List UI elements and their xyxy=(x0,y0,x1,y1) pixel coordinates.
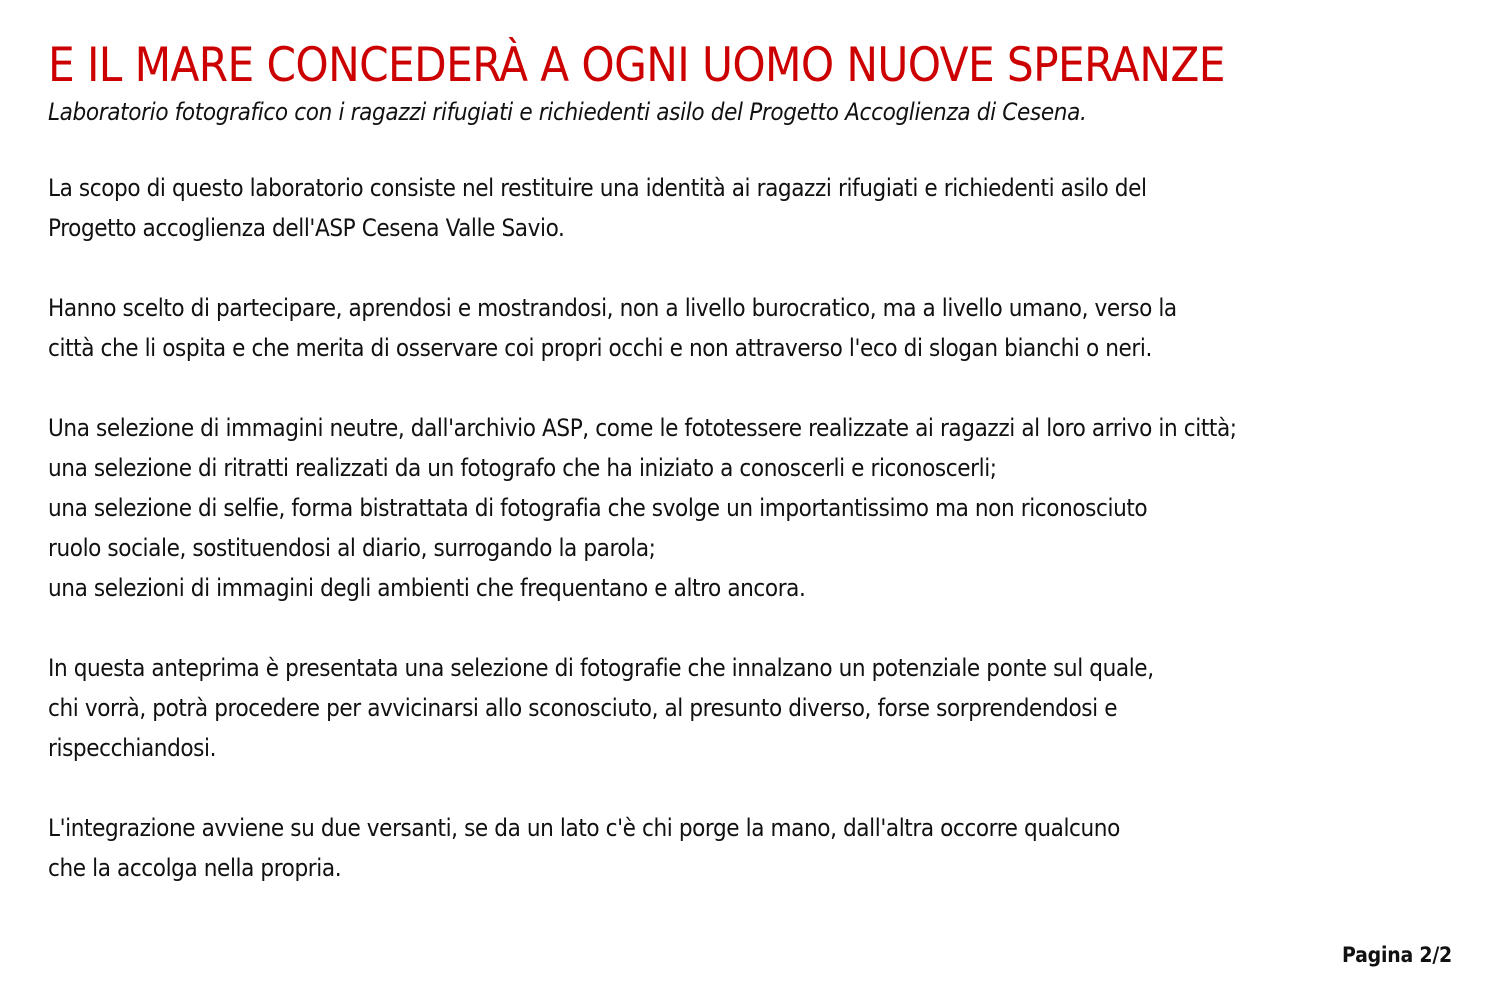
paragraph-line: ruolo sociale, sostituendosi al diario, surrogando la parola; xyxy=(48,534,656,562)
paragraph-integration xyxy=(48,808,1468,888)
paragraph-line: rispecchiandosi. xyxy=(48,734,217,762)
document-page xyxy=(48,36,1468,888)
paragraph-line: Hanno scelto di partecipare, aprendosi e mostrandosi, non a livello burocratico, ma a livello umano, verso la xyxy=(48,294,1177,322)
paragraph-line: che la accolga nella propria. xyxy=(48,854,342,882)
paragraph-line: L'integrazione avviene su due versanti, se da un lato c'è chi porge la mano, dall'altra occorre qualcuno xyxy=(48,814,1120,842)
paragraph-selections xyxy=(48,408,1468,608)
document-subtitle: Laboratorio fotografico con i ragazzi rifugiati e richiedenti asilo del Progetto Accoglienza di Cesena. xyxy=(48,98,1087,126)
paragraph-participation xyxy=(48,288,1468,368)
document-title: E IL MARE CONCEDERÀ A OGNI UOMO NUOVE SPERANZE xyxy=(48,38,1225,93)
paragraph-line: una selezione di selfie, forma bistrattata di fotografia che svolge un importantissimo ma non riconosciuto xyxy=(48,494,1148,522)
page-number: Pagina 2/2 xyxy=(1342,943,1452,967)
paragraph-line: Una selezione di immagini neutre, dall'archivio ASP, come le fototessere realizzate ai ragazzi al loro arrivo in città; xyxy=(48,414,1237,442)
paragraph-line: Progetto accoglienza dell'ASP Cesena Valle Savio. xyxy=(48,214,565,242)
paragraph-preview xyxy=(48,648,1468,768)
paragraph-purpose xyxy=(48,168,1468,248)
paragraph-line: una selezioni di immagini degli ambienti che frequentano e altro ancora. xyxy=(48,574,806,602)
paragraph-line: In questa anteprima è presentata una selezione di fotografie che innalzano un potenziale ponte sul quale, xyxy=(48,654,1154,682)
paragraph-line: chi vorrà, potrà procedere per avvicinarsi allo sconosciuto, al presunto diverso, forse sorprendendosi e xyxy=(48,694,1118,722)
paragraph-line: una selezione di ritratti realizzati da un fotografo che ha iniziato a conoscerli e riconoscerli; xyxy=(48,454,997,482)
paragraph-line: La scopo di questo laboratorio consiste nel restituire una identità ai ragazzi rifugiati e richiedenti asilo del xyxy=(48,174,1147,202)
paragraph-line: città che li ospita e che merita di osservare coi propri occhi e non attraverso l'eco di slogan bianchi o neri. xyxy=(48,334,1152,362)
